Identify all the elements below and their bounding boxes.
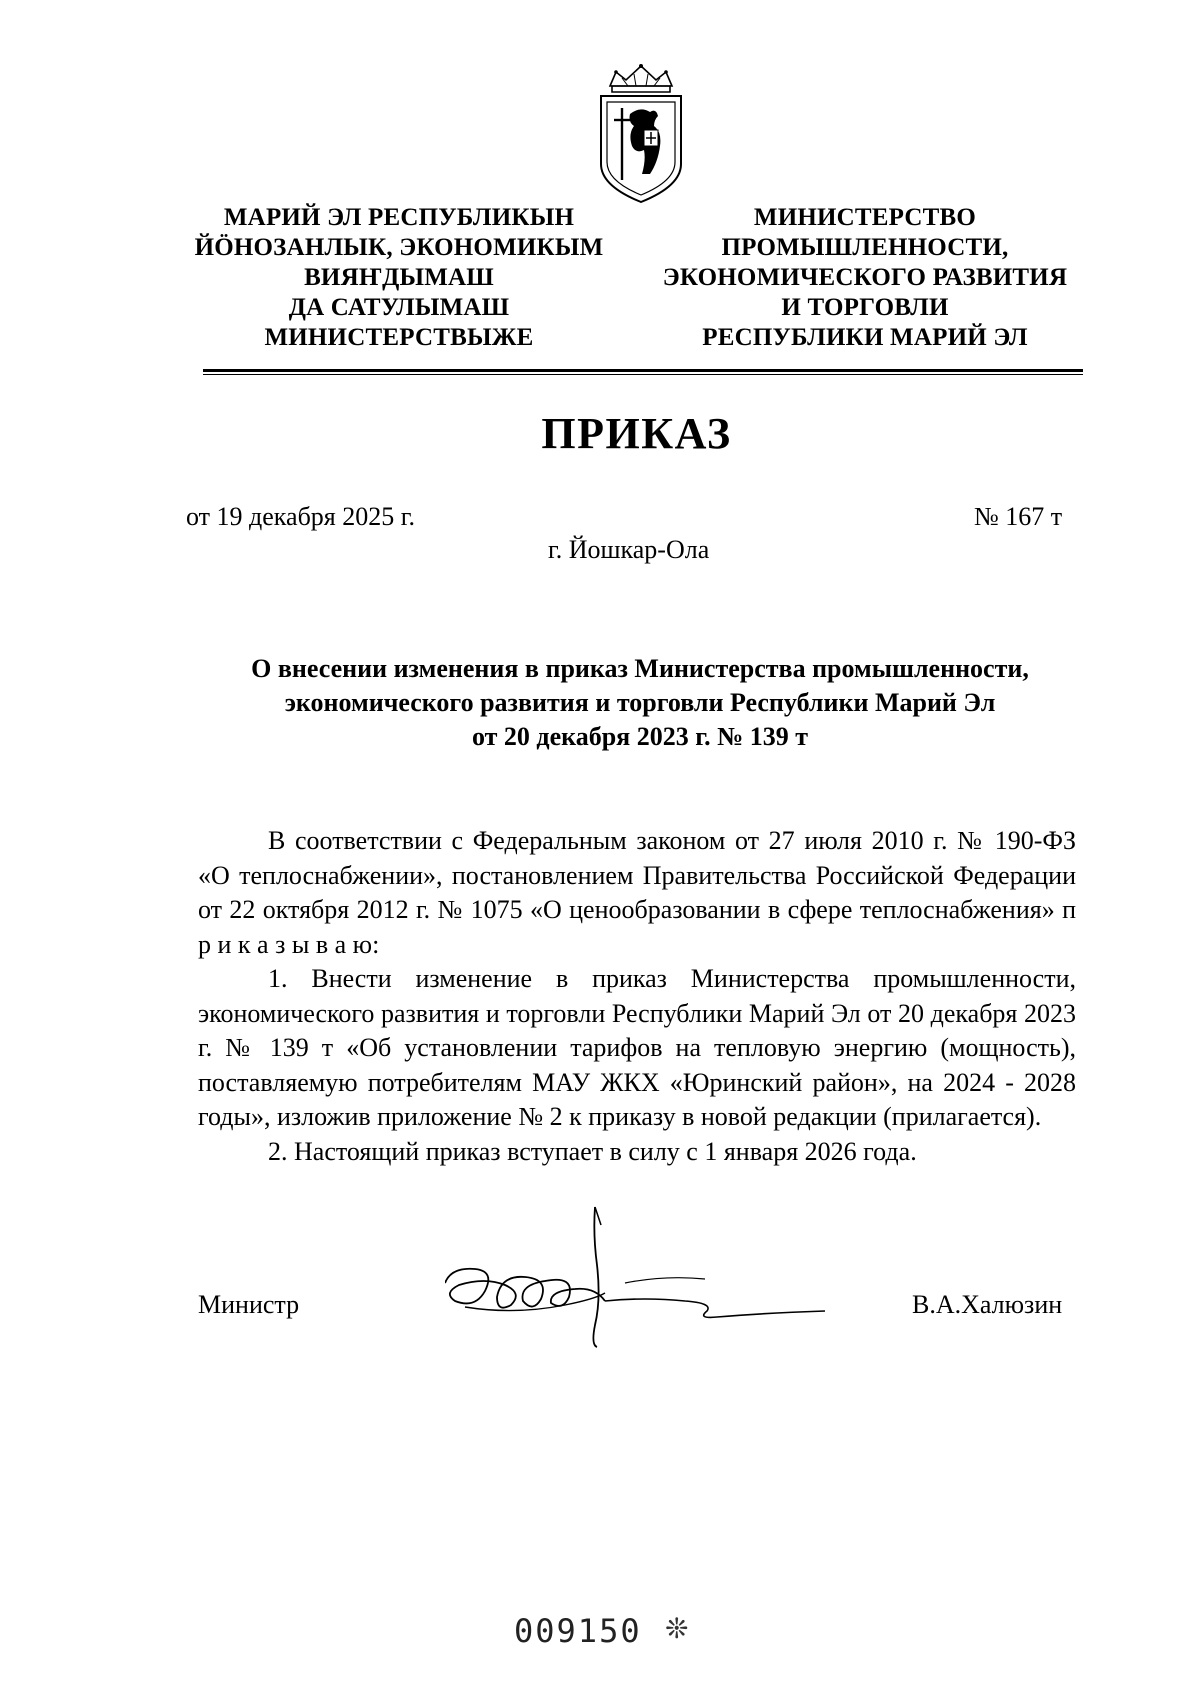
subject-line: О внесении изменения в приказ Министерства промышленности,: [251, 654, 1029, 683]
header-mari-ministry-name: [190, 203, 608, 353]
header-right-line: ЭКОНОМИЧЕСКОГО РАЗВИТИЯ: [662, 264, 1068, 291]
signatory-name: В.А.Халюзин: [912, 1290, 1063, 1319]
header-right-line: МИНИСТЕРСТВО: [753, 204, 977, 231]
header-left-line: ДА САТУЛЫМАШ: [288, 294, 510, 321]
header-right-line: ПРОМЫШЛЕННОСТИ,: [721, 234, 1009, 261]
header-right-line: И ТОРГОВЛИ: [781, 294, 949, 321]
subject-line: экономического развития и торговли Республики Марий Эл: [284, 688, 996, 717]
header-left-line: МАРИЙ ЭЛ РЕСПУБЛИКЫН: [223, 204, 575, 231]
document-date: от 19 декабря 2025 г.: [186, 502, 415, 531]
handwritten-signature: [445, 1205, 885, 1355]
header-left-line: ВИЯҤДЫМАШ: [304, 264, 494, 291]
document-serial-number: 009150: [514, 1612, 642, 1650]
document-body: [198, 824, 1076, 1169]
coat-of-arms-emblem: [598, 64, 684, 204]
serial-asterisk-mark: ❊: [665, 1614, 689, 1645]
subject-line: от 20 декабря 2023 г. № 139 т: [471, 722, 808, 751]
header-left-line: ЙӦНОЗАНЛЫК, ЭКОНОМИКЫМ: [194, 234, 604, 261]
body-item-2: 2. Настоящий приказ вступает в силу с 1 января 2026 года.: [268, 1136, 917, 1166]
body-item-1: 1. Внести изменение в приказ Министерства промышленности, экономического развития и торговли Республики Марий Эл от 20 декабря 2023 г. № 139 т «Об установлении тарифов на тепловую энергию (мощность), поставляемую потребителям МАУ ЖКХ «Юринский район», на 2024 - 2028 годы», изложив приложение № 2 к приказу в новой редакции (прилагается).: [198, 964, 1076, 1131]
document-number: № 167 т: [974, 502, 1063, 531]
header-divider-thick: [203, 369, 1083, 372]
header-russian-ministry-name: [655, 203, 1075, 353]
header-divider-thin: [203, 374, 1083, 375]
document-subject: [190, 652, 1090, 754]
header-left-line: МИНИСТЕРСТВЫЖЕ: [264, 324, 534, 351]
document-city: г. Йошкар-Ола: [548, 535, 710, 564]
signatory-title: Министр: [198, 1290, 300, 1319]
document-title: ПРИКАЗ: [541, 409, 732, 458]
body-preamble: В соответствии с Федеральным законом от 27 июля 2010 г. № 190-ФЗ «О теплоснабжении», постановлением Правительства Российской Федерации от 22 октября 2012 г. № 1075 «О ценообразовании в сфере теплоснабжения» п р и к а з ы в а ю:: [198, 826, 1076, 959]
header-right-line: РЕСПУБЛИКИ МАРИЙ ЭЛ: [702, 324, 1028, 351]
